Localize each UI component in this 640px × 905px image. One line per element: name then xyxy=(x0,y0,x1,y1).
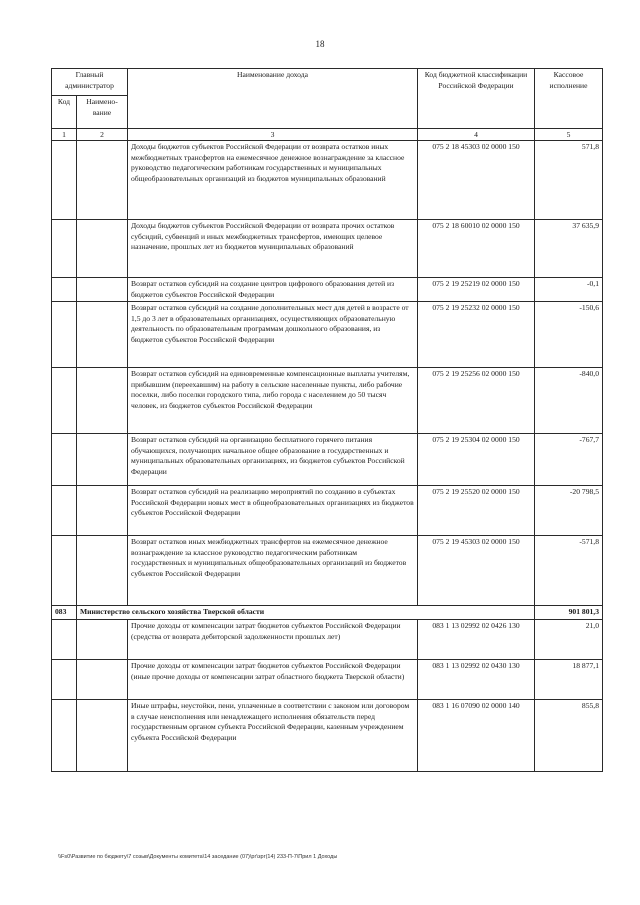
amount-cell: -571,8 xyxy=(535,536,603,606)
income-name-cell: Возврат остатков субсидий на единовременные компенсационные выплаты учителям, прибывшим (переехавшим) на работу в сельские населенные пункты, либо рабочие поселки, либо поселки городского типа, либо города с населением до 50 тысяч человек, из бюджетов субъектов Российской Федерации xyxy=(128,368,418,434)
kbk-cell: 075 2 18 60010 02 0000 150 xyxy=(418,220,535,278)
table-row xyxy=(52,278,603,302)
admin-name-cell xyxy=(77,368,128,434)
admin-name-cell xyxy=(77,486,128,536)
admin-name-cell xyxy=(77,141,128,220)
admin-name-cell xyxy=(77,302,128,368)
admin-code-cell xyxy=(52,700,77,772)
amount-cell: 37 635,9 xyxy=(535,220,603,278)
table-row xyxy=(52,434,603,486)
amount-cell: 21,0 xyxy=(535,620,603,660)
admin-name-cell xyxy=(77,220,128,278)
amount-cell: -840,0 xyxy=(535,368,603,434)
admin-name-cell xyxy=(77,700,128,772)
income-name-cell: Доходы бюджетов субъектов Российской Федерации от возврата остатков иных межбюджетных трансфертов на ежемесячное денежное вознаграждение за классное руководство педагогическим работникам государственных и муниципальных общеобразовательных организаций из бюджетов муниципальных образований xyxy=(128,141,418,220)
table-row xyxy=(52,368,603,434)
header-income-name: Наименование дохода xyxy=(128,69,418,129)
admin-code-cell xyxy=(52,368,77,434)
income-name-cell: Прочие доходы от компенсации затрат бюджетов субъектов Российской Федерации (средства от возврата дебиторской задолженности прошлых лет) xyxy=(128,620,418,660)
table-row xyxy=(52,302,603,368)
admin-name-cell xyxy=(77,660,128,700)
admin-code-cell: 083 xyxy=(52,606,77,620)
amount-cell: -150,6 xyxy=(535,302,603,368)
income-name-cell: Возврат остатков субсидий на реализацию мероприятий по созданию в субъектах Российской Федерации новых мест в общеобразовательных организациях из бюджетов субъектов Российской Федерации xyxy=(128,486,418,536)
admin-code-cell xyxy=(52,220,77,278)
admin-code-cell xyxy=(52,141,77,220)
amount-cell: 901 801,3 xyxy=(535,606,603,620)
section-row xyxy=(52,606,603,620)
amount-cell: 855,8 xyxy=(535,700,603,772)
income-name-cell: Возврат остатков субсидий на организацию бесплатного горячего питания обучающихся, получающих начальное общее образование в государственных и муниципальных образовательных организациях, из бюджетов субъектов Российской Федерации xyxy=(128,434,418,486)
income-name-cell: Возврат остатков субсидий на создание дополнительных мест для детей в возрасте от 1,5 до 3 лет в образовательных организациях, осуществляющих образовательную деятельность по образовательным программам дошкольного образования, из бюджетов субъектов Российской Федерации xyxy=(128,302,418,368)
admin-code-cell xyxy=(52,434,77,486)
admin-code-cell xyxy=(52,536,77,606)
table-row xyxy=(52,620,603,660)
kbk-cell: 075 2 19 25520 02 0000 150 xyxy=(418,486,535,536)
page-number: 18 xyxy=(315,39,325,49)
kbk-cell: 075 2 19 25219 02 0000 150 xyxy=(418,278,535,302)
table-row xyxy=(52,660,603,700)
admin-code-cell xyxy=(52,278,77,302)
kbk-cell: 075 2 19 45303 02 0000 150 xyxy=(418,536,535,606)
admin-code-cell xyxy=(52,660,77,700)
admin-name-cell xyxy=(77,278,128,302)
admin-code-cell xyxy=(52,486,77,536)
table-row xyxy=(52,220,603,278)
income-name-cell: Прочие доходы от компенсации затрат бюджетов субъектов Российской Федерации (иные прочие доходы от компенсации затрат областного бюджета Тверской области) xyxy=(128,660,418,700)
column-number: 3 xyxy=(128,129,418,141)
kbk-cell: 083 1 13 02992 02 0430 130 xyxy=(418,660,535,700)
header-name-short: Наимено-вание xyxy=(77,96,128,129)
column-number: 2 xyxy=(77,129,128,141)
header-execution: Кассовое исполнение xyxy=(535,69,603,129)
header-chief-admin: Главный администратор xyxy=(52,69,128,96)
admin-name-cell: Министерство сельского хозяйства Тверской области xyxy=(77,606,535,620)
table-row xyxy=(52,486,603,536)
header-kbk: Код бюджетной классификации Российской Федерации xyxy=(418,69,535,129)
kbk-cell: 075 2 19 25256 02 0000 150 xyxy=(418,368,535,434)
admin-name-cell xyxy=(77,620,128,660)
column-number: 4 xyxy=(418,129,535,141)
income-name-cell: Возврат остатков субсидий на создание центров цифрового образования детей из бюджетов субъектов Российской Федерации xyxy=(128,278,418,302)
table-row xyxy=(52,700,603,772)
admin-name-cell xyxy=(77,434,128,486)
amount-cell: -767,7 xyxy=(535,434,603,486)
kbk-cell: 075 2 19 25232 02 0000 150 xyxy=(418,302,535,368)
admin-code-cell xyxy=(52,302,77,368)
income-table xyxy=(51,68,603,772)
column-number: 5 xyxy=(535,129,603,141)
file-path-footer: \\Fs0\Развитие по бюджету\7 созыв\Документы комитета\14 заседание (07)\рг\зрг(14) 233-П-7\Прил 1 Доходы xyxy=(58,854,338,860)
admin-code-cell xyxy=(52,620,77,660)
kbk-cell: 083 1 16 07090 02 0000 140 xyxy=(418,700,535,772)
kbk-cell: 083 1 13 02992 02 0426 130 xyxy=(418,620,535,660)
income-name-cell: Иные штрафы, неустойки, пени, уплаченные в соответствии с законом или договором в случае неисполнения или ненадлежащего исполнения обязательств перед государственным органом субъекта Российской Федерации, казенным учреждением субъекта Российской Федерации xyxy=(128,700,418,772)
kbk-cell: 075 2 18 45303 02 0000 150 xyxy=(418,141,535,220)
amount-cell: 571,8 xyxy=(535,141,603,220)
amount-cell: 18 877,1 xyxy=(535,660,603,700)
table-row xyxy=(52,536,603,606)
header-code: Код xyxy=(52,96,77,129)
income-name-cell: Возврат остатков иных межбюджетных трансфертов на ежемесячное денежное вознаграждение за классное руководство педагогическим работникам государственных и муниципальных общеобразовательных организаций из бюджетов субъектов Российской Федерации xyxy=(128,536,418,606)
amount-cell: -20 798,5 xyxy=(535,486,603,536)
amount-cell: -0,1 xyxy=(535,278,603,302)
income-name-cell: Доходы бюджетов субъектов Российской Федерации от возврата прочих остатков субсидий, субвенций и иных межбюджетных трансфертов, имеющих целевое назначение, прошлых лет из бюджетов муниципальных образований xyxy=(128,220,418,278)
kbk-cell: 075 2 19 25304 02 0000 150 xyxy=(418,434,535,486)
table-row xyxy=(52,141,603,220)
admin-name-cell xyxy=(77,536,128,606)
column-number: 1 xyxy=(52,129,77,141)
